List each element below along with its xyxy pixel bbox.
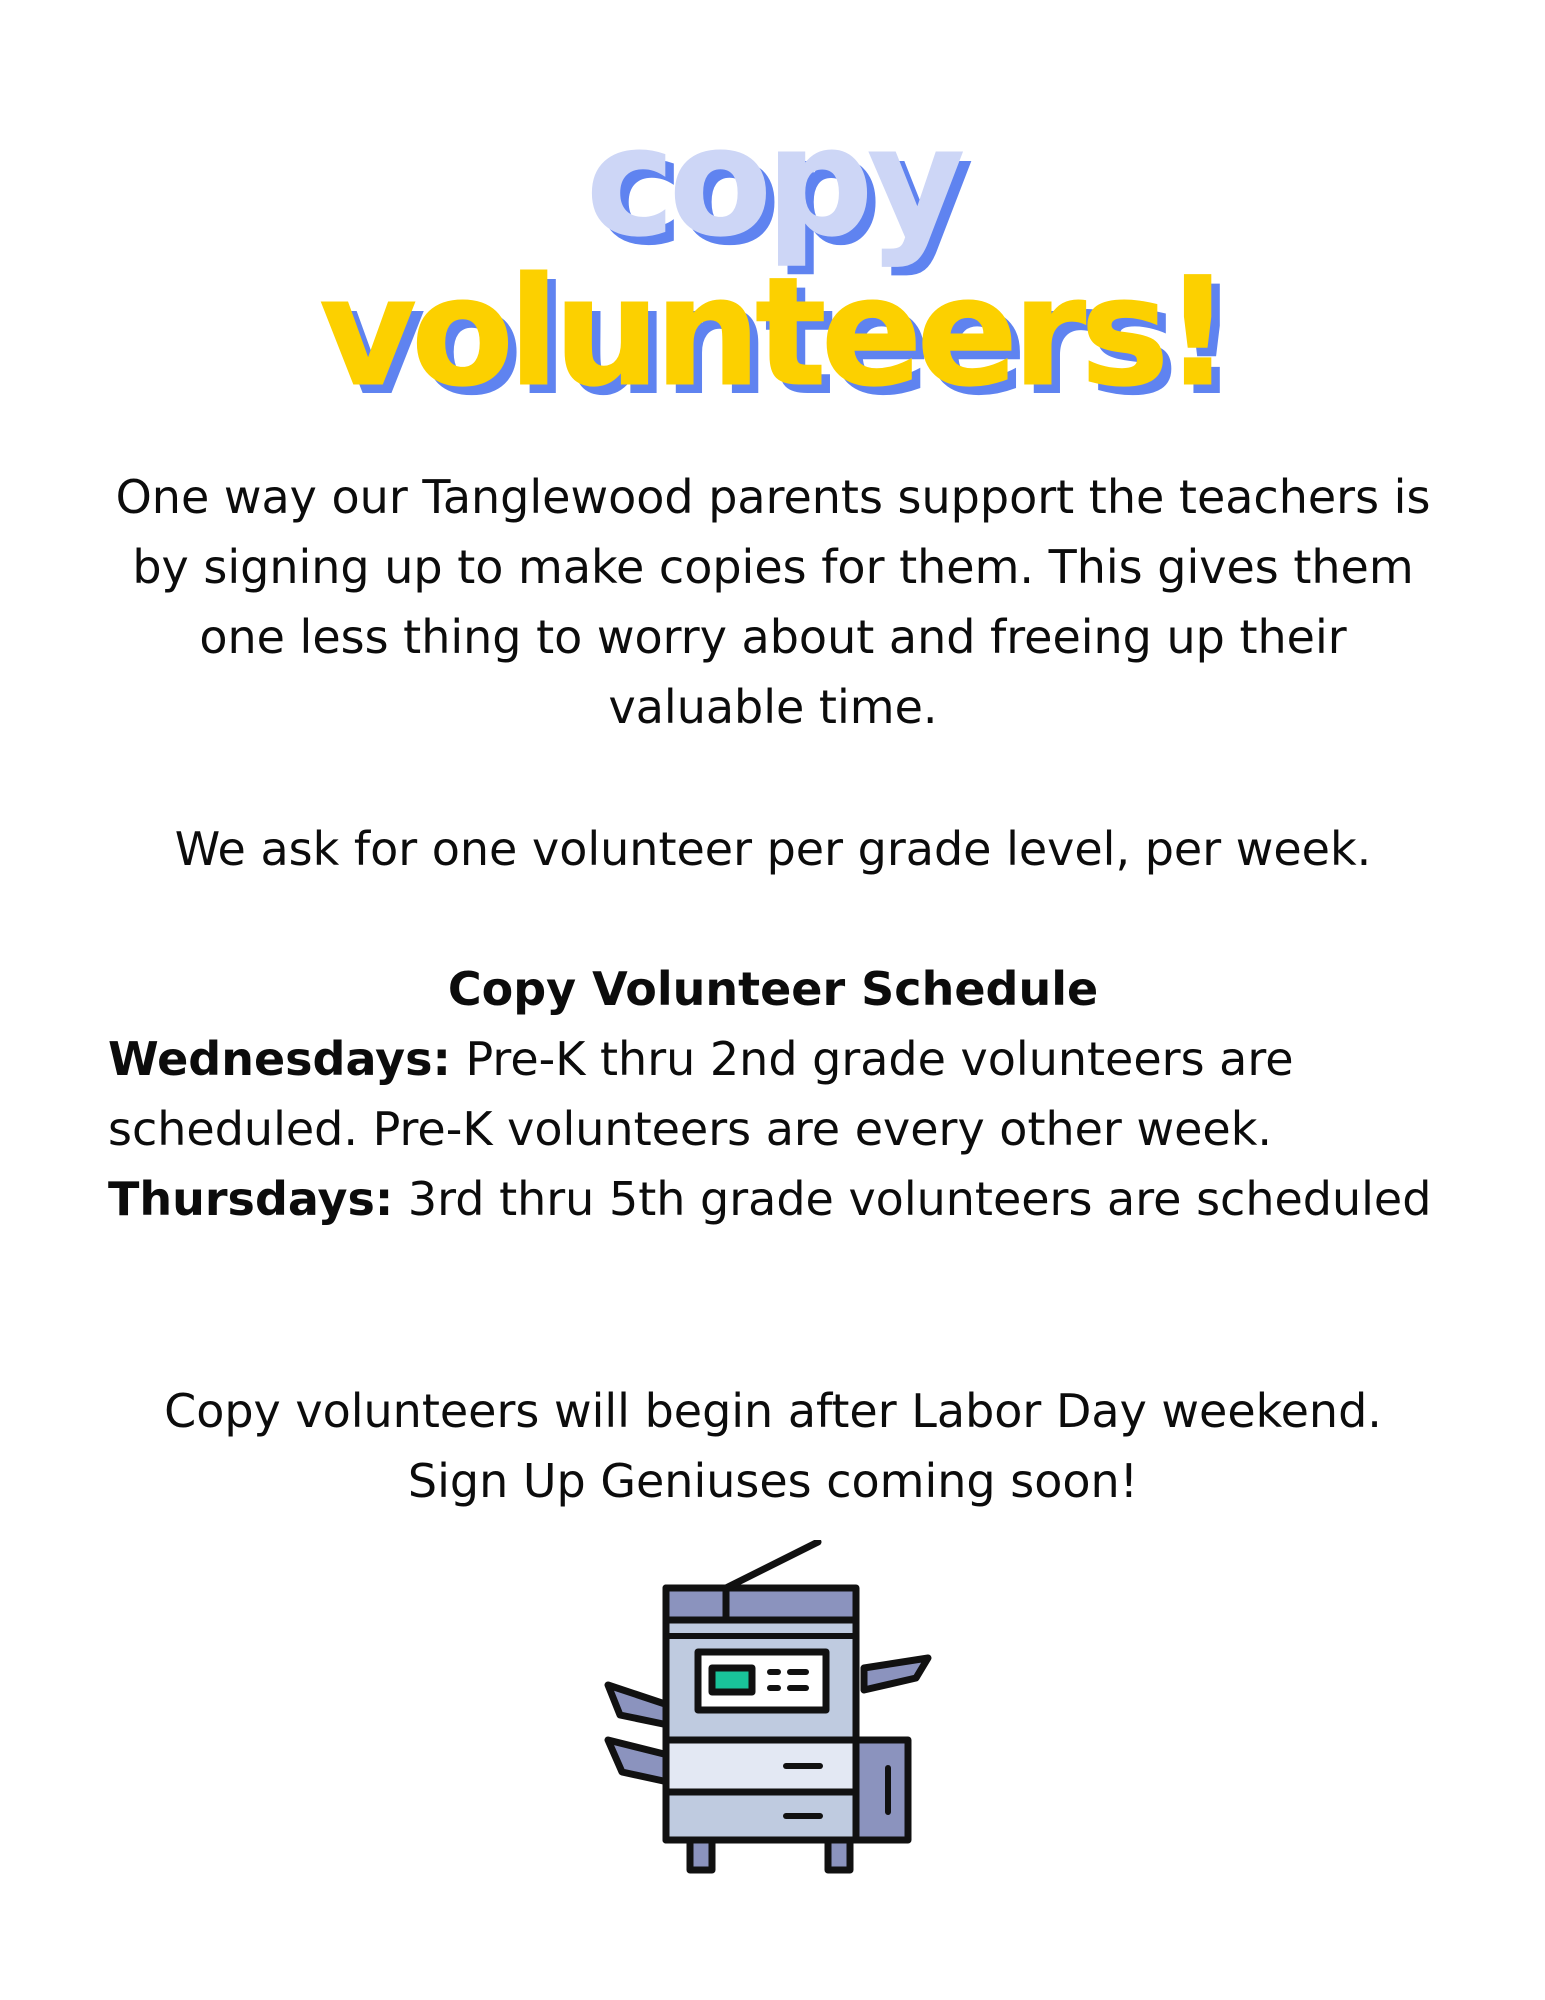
thursday-label: Thursdays:: [108, 1172, 394, 1226]
schedule-heading: Copy Volunteer Schedule: [447, 962, 1099, 1016]
schedule-wednesday: [108, 1024, 1438, 1164]
wednesday-text: Pre-K thru 2nd grade volunteers are scheduled. Pre-K volunteers are every other week.: [108, 1032, 1294, 1156]
wednesday-label: Wednesdays:: [108, 1032, 451, 1086]
closing-line-2: Sign Up Geniuses coming soon!: [407, 1454, 1139, 1508]
schedule-thursday: [108, 1164, 1438, 1234]
schedule-list: [108, 1024, 1438, 1234]
closing-paragraph: [108, 1376, 1438, 1516]
closing-line-1: Copy volunteers will begin after Labor Day weekend.: [164, 1384, 1382, 1438]
title-copy: copy: [585, 96, 960, 270]
ask-paragraph: We ask for one volunteer per grade level, per week.: [174, 822, 1372, 876]
title-volunteers: volunteers!: [319, 246, 1226, 420]
thursday-text: 3rd thru 5th grade volunteers are scheduled: [393, 1172, 1432, 1226]
intro-paragraph: One way our Tanglewood parents support the teachers is by signing up to make copies for them. This gives them one less thing to worry about and freeing up their valuable time.: [115, 470, 1431, 734]
photocopier-icon: [598, 1540, 948, 1890]
